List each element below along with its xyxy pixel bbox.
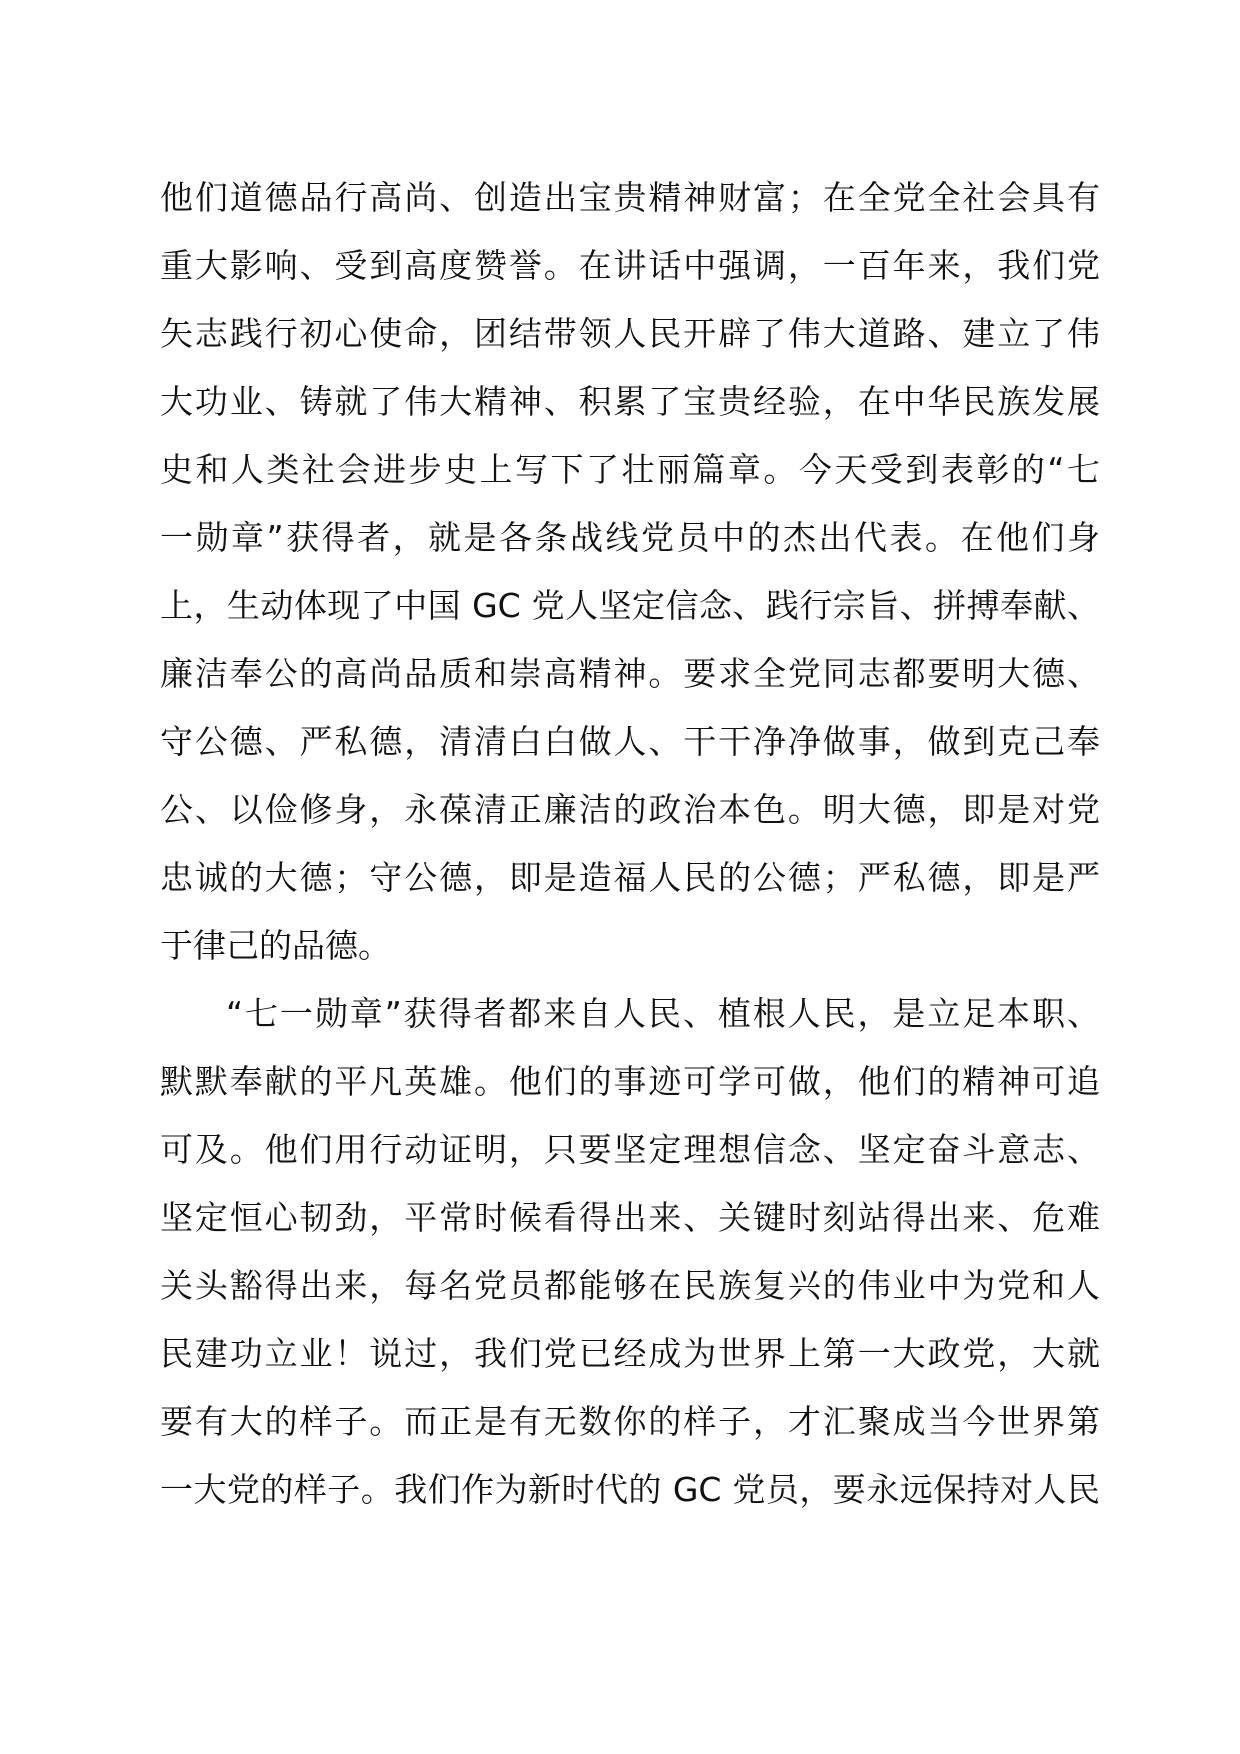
text-line: 关头豁得出来，每名党员都能够在民族复兴的伟业中为党和人 bbox=[160, 1266, 1100, 1305]
text-line: 要有大的样子。而正是有无数你的样子，才汇聚成当今世界第 bbox=[160, 1402, 1100, 1441]
text-line: 一勋章”获得者，就是各条战线党员中的杰出代表。在他们身 bbox=[160, 518, 1100, 557]
text-line: 他们道德品行高尚、创造出宝贵精神财富；在全党全社会具有 bbox=[160, 178, 1100, 217]
text-line: 一大党的样子。我们作为新时代的 GC 党员，要永远保持对人民 bbox=[160, 1470, 1100, 1509]
text-line: 矢志践行初心使命，团结带领人民开辟了伟大道路、建立了伟 bbox=[160, 314, 1100, 353]
text-line: 大功业、铸就了伟大精神、积累了宝贵经验，在中华民族发展 bbox=[160, 382, 1100, 421]
text-line: “七一勋章”获得者都来自人民、植根人民，是立足本职、 bbox=[226, 994, 1100, 1033]
text-line: 于律己的品德。 bbox=[160, 926, 391, 965]
text-line: 重大影响、受到高度赞誉。在讲话中强调，一百年来，我们党 bbox=[160, 246, 1100, 285]
text-line: 可及。他们用行动证明，只要坚定理想信念、坚定奋斗意志、 bbox=[160, 1130, 1100, 1169]
text-line: 守公德、严私德，清清白白做人、干干净净做事，做到克己奉 bbox=[160, 722, 1100, 761]
text-line: 坚定恒心韧劲，平常时候看得出来、关键时刻站得出来、危难 bbox=[160, 1198, 1100, 1237]
text-line: 默默奉献的平凡英雄。他们的事迹可学可做，他们的精神可追 bbox=[160, 1062, 1100, 1101]
text-line: 廉洁奉公的高尚品质和崇高精神。要求全党同志都要明大德、 bbox=[160, 654, 1100, 693]
document-body bbox=[160, 164, 1100, 1524]
text-line: 忠诚的大德；守公德，即是造福人民的公德；严私德，即是严 bbox=[160, 858, 1100, 897]
text-line: 民建功立业！说过，我们党已经成为世界上第一大政党，大就 bbox=[160, 1334, 1100, 1373]
paragraph-1 bbox=[160, 164, 1100, 980]
text-line: 公、以俭修身，永葆清正廉洁的政治本色。明大德，即是对党 bbox=[160, 790, 1100, 829]
text-line: 史和人类社会进步史上写下了壮丽篇章。今天受到表彰的“七 bbox=[160, 450, 1100, 489]
paragraph-2 bbox=[160, 980, 1100, 1524]
text-line: 上，生动体现了中国 GC 党人坚定信念、践行宗旨、拼搏奉献、 bbox=[160, 586, 1100, 625]
